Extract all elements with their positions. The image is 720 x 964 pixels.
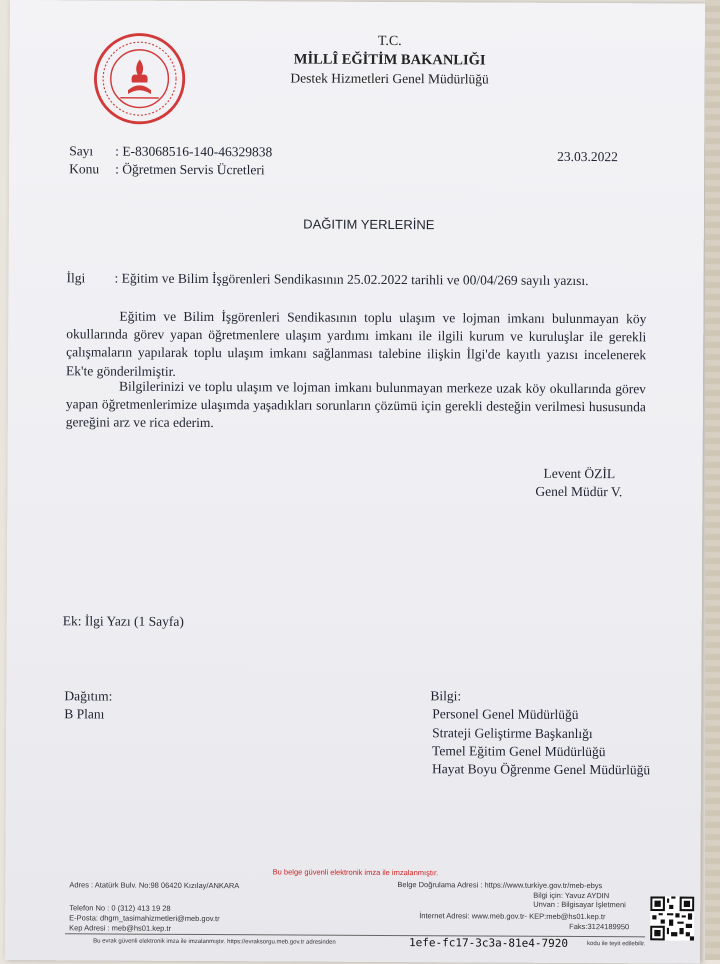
recipient-heading: DAĞITIM YERLERİNE <box>303 216 435 233</box>
signatory-name: Levent ÖZİL <box>543 465 616 482</box>
header-directorate: Destek Hizmetleri Genel Müdürlüğü <box>290 70 489 87</box>
footer-kep: Kep Adresi : meb@hs01.kep.tr <box>69 923 172 933</box>
konu-label: Konu <box>69 161 100 177</box>
footer-email: E-Posta: dhgm_tasimahizmetleri@meb.gov.tr <box>69 913 220 924</box>
footer-info-contact: Bilgi için: Yavuz AYDIN <box>533 890 610 901</box>
qr-code-icon <box>650 896 694 940</box>
header-ministry: MİLLÎ EĞİTİM BAKANLIĞI <box>293 51 486 69</box>
esign-note: Bu belge güvenli elektronik imza ile imzalanmıştır. <box>272 867 439 878</box>
sayi-value: : E-83068516-140-46329838 <box>115 143 273 160</box>
info-item: Personel Genel Müdürlüğü <box>432 706 579 722</box>
background-edge <box>705 0 720 960</box>
document-date: 23.03.2022 <box>557 148 618 165</box>
ilgi-label: İlgi <box>66 270 86 286</box>
attachment-line: Ek: İlgi Yazı (1 Sayfa) <box>62 613 184 629</box>
body-paragraph-2: Bilgilerinizi ve toplu ulaşım ve lojman imkanı bulunmayan merkeze uzak köy okullarında görev yapan öğretmenlerimize ulaşımda yaşadıkları sorunların çözümü için gerekli desteğin verilmesi hususunda gereğini arz ve rica ederim. <box>65 378 647 431</box>
footer-fax: Faks:3124189950 <box>569 921 630 932</box>
footer-bottom-prefix: Bu evrak güvenli elektronik imza ile imzalanmıştır. https://evraksorgu.meb.gov.tr adresinden <box>93 938 336 946</box>
info-item: Temel Eğitim Genel Müdürlüğü <box>432 743 606 760</box>
document-page <box>5 0 705 964</box>
footer-unvan: Unvan : Bilgisayar İşletmeni <box>533 899 626 910</box>
footer-address: Adres : Atatürk Bulv. No:98 06420 Kızılay/ANKARA <box>69 880 240 891</box>
document-verification-code: 1efe-fc17-3c3a-81e4-7920 <box>409 936 569 950</box>
body-paragraph-1: Eğitim ve Bilim İşgörenleri Sendikasının toplu ulaşım ve lojman imkanı bulunmayan köy okullarında görev yapan öğretmenlere ulaşım yardımı imkanı ile ilgili kurum ve kuruluşlar ile gerekli çalışmaların yapılarak toplu ulaşım imkanı sağlanması talebine ilişkin İlgi'de kayıtlı yazısı incelenerek Ek'te gönderilmiştir. <box>66 308 647 379</box>
ilgi-text: : Eğitim ve Bilim İşgörenleri Sendikasının 25.02.2022 tarihli ve 00/04/269 sayılı yazısı. <box>114 270 589 289</box>
distribution-item: B Planı <box>64 706 105 722</box>
info-item: Hayat Boyu Öğrenme Genel Müdürlüğü <box>431 761 651 778</box>
distribution-label: Dağıtım: <box>64 688 113 704</box>
footer-phone: Telefon No : 0 (312) 413 19 28 <box>69 903 171 913</box>
header-tc: T.C. <box>377 33 402 50</box>
footer-internet: İnternet Adresi: www.meb.gov.tr- KEP:meb@hs01.kep.tr <box>419 911 606 922</box>
signatory-title: Genel Müdür V. <box>535 483 623 500</box>
footer-verify-url: Belge Doğrulama Adresi : https://www.turkiye.gov.tr/meb-ebys <box>397 880 603 891</box>
ministry-seal-logo <box>91 30 188 127</box>
info-item: Strateji Geliştirme Başkanlığı <box>432 725 593 742</box>
footer-bottom-suffix: kodu ile teyit edilebilir. <box>587 941 646 948</box>
sayi-label: Sayı <box>69 143 94 159</box>
info-label: Bilgi: <box>430 688 462 704</box>
konu-value: : Öğretmen Servis Ücretleri <box>115 161 265 178</box>
